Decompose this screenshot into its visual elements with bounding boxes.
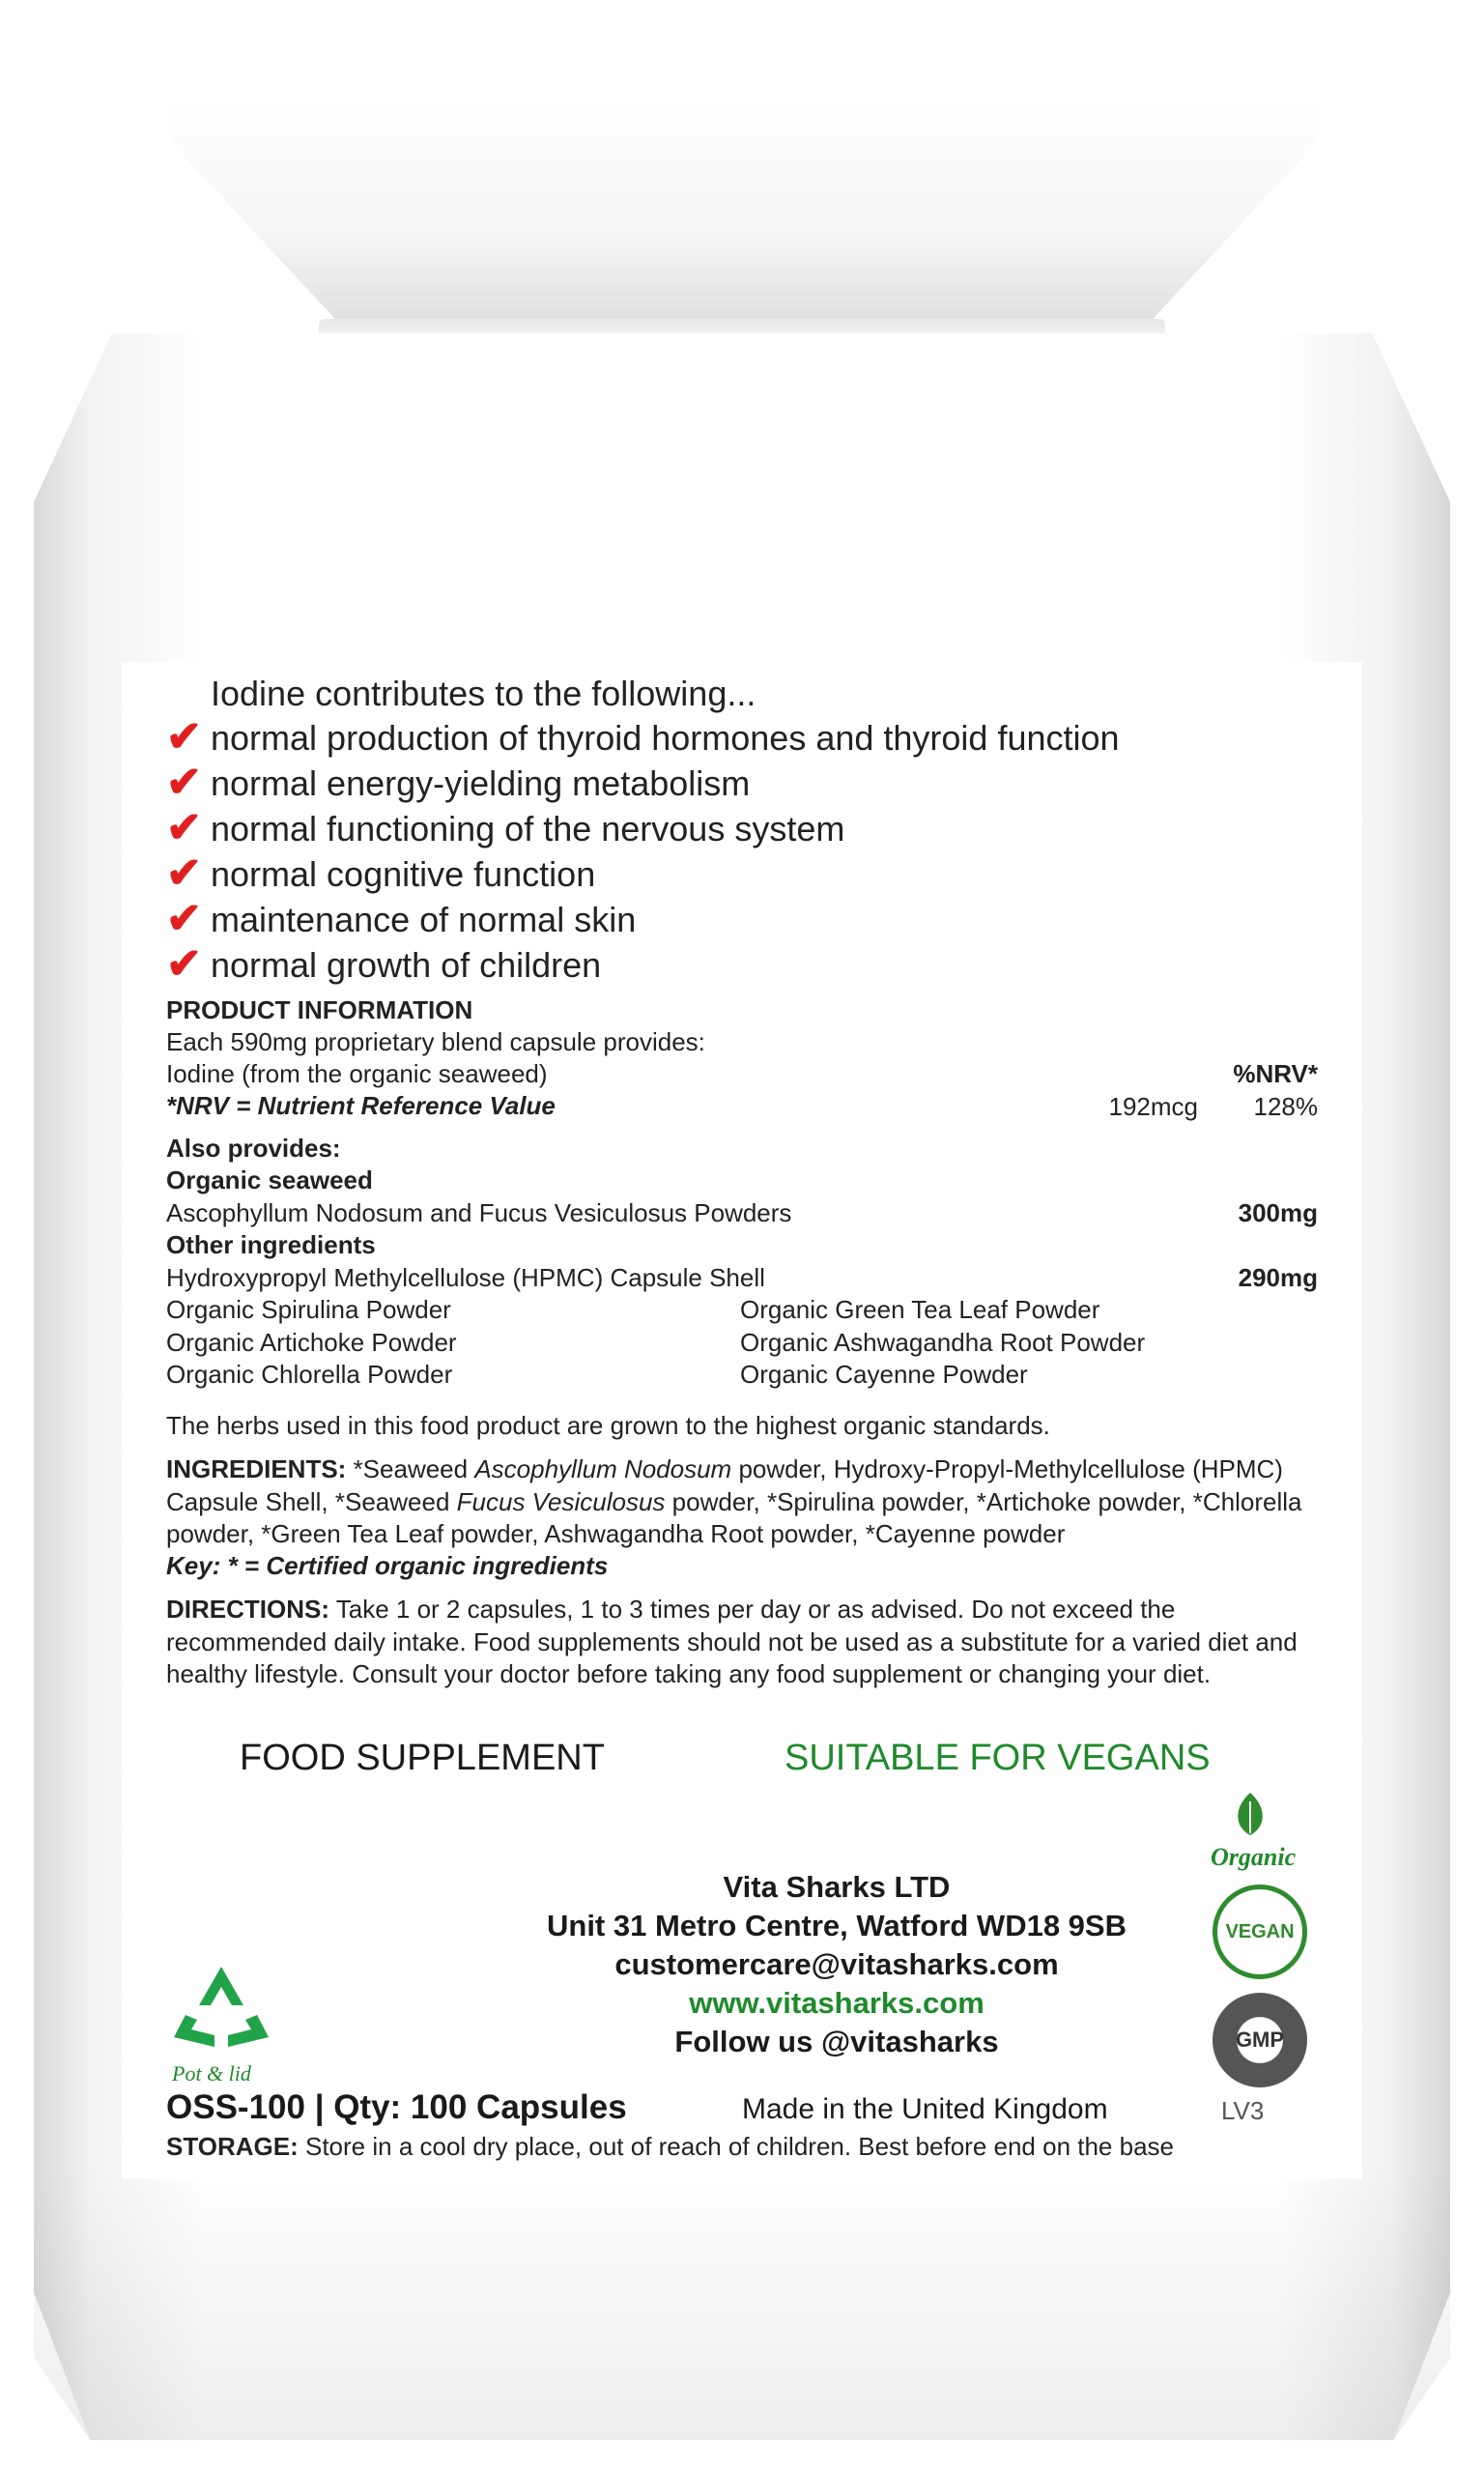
check-icon: ✔ [166,804,202,851]
other-ingredient: Organic Chlorella Powder [166,1360,453,1389]
directions-paragraph: DIRECTIONS: Take 1 or 2 capsules, 1 to 3 times per day or as advised. Do not exceed the recommended daily intake. Food supplements should not be used as a substitute for a varied diet and healthy lifestyle. Consult your doctor before taking any food supplement or changing your diet. [166,1595,1298,1688]
product-info-heading: PRODUCT INFORMATION [166,995,473,1024]
check-icon: ✔ [166,895,202,942]
recycle-label: Pot & lid [172,2061,251,2086]
seaweed-heading: Organic seaweed [166,1165,373,1194]
herbs-note: The herbs used in this food product are grown to the highest organic standards. [166,1411,1050,1440]
nrv-note: *NRV = Nutrient Reference Value [166,1091,556,1120]
intro-text: Iodine contributes to the following... [211,674,756,713]
other-heading: Other ingredients [166,1230,376,1259]
seaweed-amount: 300mg [1238,1198,1318,1227]
also-provides: Also provides: [166,1134,341,1163]
other-ingredient: Organic Cayenne Powder [740,1360,1028,1389]
nrv-header: %NRV* [1233,1059,1318,1088]
storage-line: STORAGE: Store in a cool dry place, out of reach of children. Best before end on the base [166,2132,1174,2161]
ingredients-paragraph: INGREDIENTS: *Seaweed Ascophyllum Nodosum powder, Hydroxy-Propyl-Methylcellulose (HPMC) Capsule Shell, *Seaweed Fucus Vesiculosus powder, *Spirulina powder, *Artichoke powder, *Chlorella powder, *Green Tea Leaf powder, Ashwagandha Root powder, *Cayenne powder [166,1454,1302,1548]
company-address: Unit 31 Metro Centre, Watford WD18 9SB [547,1909,1127,1942]
gmp-badge: GMP [1213,1993,1307,2087]
company-email[interactable]: customercare@vitasharks.com [614,1947,1059,1981]
recycle-icon [168,1962,274,2054]
suitable-for-vegans-text: SUITABLE FOR VEGANS [785,1738,1211,1778]
other-ingredient: Organic Spirulina Powder [166,1295,451,1324]
hpmc-amount: 290mg [1238,1263,1318,1292]
bottle-base-shadow [34,2165,1450,2440]
check-icon: ✔ [166,849,202,897]
made-in: Made in the United Kingdom [742,2093,1108,2125]
bottle-lid [169,97,1319,338]
capsule-line: Each 590mg proprietary blend capsule provides: [166,1027,705,1056]
product-label: Iodine contributes to the following... ✔ normal production of thyroid hormones and thyroid function ✔ normal energy-yielding metabolism ✔ normal functioning of the nervous system ✔ normal cognitive function ✔ maintenance of normal skin ✔ normal growth of children PRODUCT INFORMATION Each 590mg proprietary blend capsule provides: Iodine (from the organic seaweed) %NRV* *NRV = Nutrient Reference Value 192mcg 128% Also provides: Organic seaweed Ascophyllum Nodosum and Fucus Vesiculosus Powders 300mg Other ingredients Hydroxypropyl Methylcellulose (HPMC) Capsule Shell 290mg Organic Spirulina Powder Organic Artichoke Powder Organic Chlorella Powder Organic Green Tea Leaf Powder Organic Ashwagandha Root Powder Organic Cayenne Powder The herbs used in this food product are grown to the highest organic standards. INGREDIENTS: *Seaweed Ascophyllum Nodosum powder, Hydroxy-Propyl-Methylcellulose (HPMC) Capsule Shell, *Seaweed Fucus Vesiculosus powder, *Spirulina powder, *Artichoke powder, *Chlorella powder, *Green Tea Leaf powder, Ashwagandha Root powder, *Cayenne powder Key: * = Certified organic ingredients DIRECTIONS: Take 1 or 2 capsules, 1 to 3 times per day or as advised. Do not exceed the recommended daily intake. Food supplements should not be used as a substitute for a varied diet and healthy lifestyle. Consult your doctor before taking any food supplement or changing your diet. FOOD SUPPLEMENT SUITABLE FOR VEGANS Organic VEGAN GMP Pot & lid Vita Sharks LTD Unit 31 Metro Centre, Watford WD18 9SB customercare@vitasharks.com www.vitasharks.com Follow us @vitasharks OSS-100 | Qty: 100 Capsules Made in the United Kingdom LV3 STORAGE: Store in a cool dry place, out of reach of children. Best before end on the base [122,662,1362,2179]
hpmc-line: Hydroxypropyl Methylcellulose (HPMC) Capsule Shell [166,1263,765,1292]
vegan-badge: VEGAN [1213,1884,1307,1979]
iodine-label: Iodine (from the organic seaweed) [166,1059,548,1088]
check-icon: ✔ [166,940,202,988]
iodine-nrv: 128% [1253,1092,1318,1121]
check-icon: ✔ [166,759,202,806]
other-ingredient: Organic Artichoke Powder [166,1328,457,1357]
sku-qty: OSS-100 | Qty: 100 Capsules [166,2088,627,2126]
seaweed-line: Ascophyllum Nodosum and Fucus Vesiculosus Powders [166,1198,792,1227]
other-ingredient: Organic Ashwagandha Root Powder [740,1328,1146,1357]
company-social[interactable]: Follow us @vitasharks [674,2025,999,2058]
other-ingredient: Organic Green Tea Leaf Powder [740,1295,1100,1324]
iodine-amount: 192mcg [1108,1092,1198,1121]
company-name: Vita Sharks LTD [723,1870,951,1904]
label-version: LV3 [1221,2096,1265,2125]
ingredients-key: Key: * = Certified organic ingredients [166,1551,609,1580]
leaf-icon [1226,1790,1274,1838]
company-website[interactable]: www.vitasharks.com [689,1986,985,2020]
check-icon: ✔ [166,713,202,761]
food-supplement-text: FOOD SUPPLEMENT [240,1738,605,1778]
organic-badge-label: Organic [1211,1843,1297,1871]
